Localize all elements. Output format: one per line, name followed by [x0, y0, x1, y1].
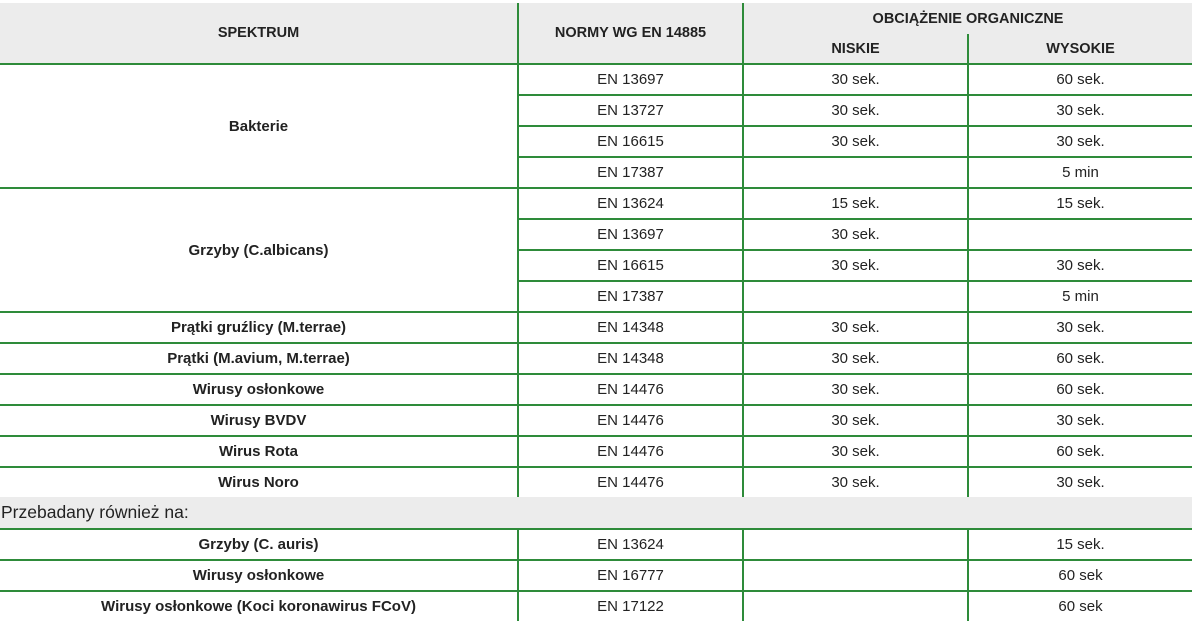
spectrum-label: Wirus Noro: [0, 467, 518, 497]
spectrum-label: Wirusy osłonkowe (Koci koronawirus FCoV): [0, 591, 518, 621]
norm-cell: EN 16777: [518, 560, 743, 591]
also-tested-section: [0, 497, 1192, 529]
spectrum-table: [0, 3, 1192, 621]
spectrum-label: Grzyby (C. auris): [0, 529, 518, 560]
norm-cell: EN 13697: [518, 219, 743, 250]
table-row: [0, 343, 1192, 374]
high-cell: 30 sek.: [968, 405, 1192, 436]
norm-cell: EN 13624: [518, 188, 743, 219]
high-cell: 15 sek.: [968, 188, 1192, 219]
high-cell: 30 sek.: [968, 95, 1192, 126]
table-row: [0, 405, 1192, 436]
low-cell: [743, 560, 968, 591]
spectrum-label: Grzyby (C.albicans): [0, 188, 518, 312]
table-row: [0, 529, 1192, 560]
header-spectrum: SPEKTRUM: [0, 3, 518, 64]
norm-cell: EN 13697: [518, 64, 743, 95]
norm-cell: EN 17387: [518, 281, 743, 312]
norm-cell: EN 14476: [518, 374, 743, 405]
table-row: [0, 467, 1192, 497]
spectrum-label: Prątki gruźlicy (M.terrae): [0, 312, 518, 343]
high-cell: 5 min: [968, 157, 1192, 188]
table-row: [0, 436, 1192, 467]
spectrum-label: Bakterie: [0, 64, 518, 188]
low-cell: [743, 591, 968, 621]
norm-cell: EN 14348: [518, 343, 743, 374]
low-cell: 30 sek.: [743, 95, 968, 126]
high-cell: 30 sek.: [968, 467, 1192, 497]
spectrum-label: Wirus Rota: [0, 436, 518, 467]
norm-cell: EN 13727: [518, 95, 743, 126]
high-cell: 60 sek.: [968, 64, 1192, 95]
low-cell: 30 sek.: [743, 126, 968, 157]
norm-cell: EN 16615: [518, 126, 743, 157]
low-cell: 15 sek.: [743, 188, 968, 219]
table-header: [0, 3, 1192, 64]
table-row: [0, 64, 1192, 95]
header-low: NISKIE: [743, 34, 968, 64]
spectrum-label: Wirusy osłonkowe: [0, 374, 518, 405]
table-row: [0, 591, 1192, 621]
high-cell: 30 sek.: [968, 126, 1192, 157]
low-cell: [743, 157, 968, 188]
header-organic-load: OBCIĄŻENIE ORGANICZNE: [743, 3, 1192, 34]
table-body: [0, 64, 1192, 621]
norm-cell: EN 17122: [518, 591, 743, 621]
norm-cell: EN 16615: [518, 250, 743, 281]
low-cell: 30 sek.: [743, 312, 968, 343]
low-cell: 30 sek.: [743, 374, 968, 405]
high-cell: 5 min: [968, 281, 1192, 312]
header-high: WYSOKIE: [968, 34, 1192, 64]
low-cell: 30 sek.: [743, 219, 968, 250]
table-row: [0, 560, 1192, 591]
high-cell: 60 sek.: [968, 436, 1192, 467]
low-cell: 30 sek.: [743, 64, 968, 95]
norm-cell: EN 14476: [518, 436, 743, 467]
high-cell: [968, 219, 1192, 250]
low-cell: 30 sek.: [743, 436, 968, 467]
high-cell: 30 sek.: [968, 250, 1192, 281]
spectrum-label: Wirusy osłonkowe: [0, 560, 518, 591]
norm-cell: EN 14348: [518, 312, 743, 343]
header-norms: NORMY WG EN 14885: [518, 3, 743, 64]
high-cell: 30 sek.: [968, 312, 1192, 343]
low-cell: 30 sek.: [743, 250, 968, 281]
table-row: [0, 374, 1192, 405]
low-cell: [743, 529, 968, 560]
low-cell: 30 sek.: [743, 405, 968, 436]
table-row: [0, 312, 1192, 343]
low-cell: [743, 281, 968, 312]
table-row: [0, 188, 1192, 219]
high-cell: 60 sek.: [968, 343, 1192, 374]
low-cell: 30 sek.: [743, 343, 968, 374]
high-cell: 60 sek.: [968, 374, 1192, 405]
also-tested-title: Przebadany również na:: [0, 497, 1192, 529]
norm-cell: EN 13624: [518, 529, 743, 560]
spectrum-label: Wirusy BVDV: [0, 405, 518, 436]
norm-cell: EN 14476: [518, 467, 743, 497]
low-cell: 30 sek.: [743, 467, 968, 497]
spectrum-label: Prątki (M.avium, M.terrae): [0, 343, 518, 374]
high-cell: 60 sek: [968, 591, 1192, 621]
norm-cell: EN 14476: [518, 405, 743, 436]
high-cell: 60 sek: [968, 560, 1192, 591]
high-cell: 15 sek.: [968, 529, 1192, 560]
norm-cell: EN 17387: [518, 157, 743, 188]
